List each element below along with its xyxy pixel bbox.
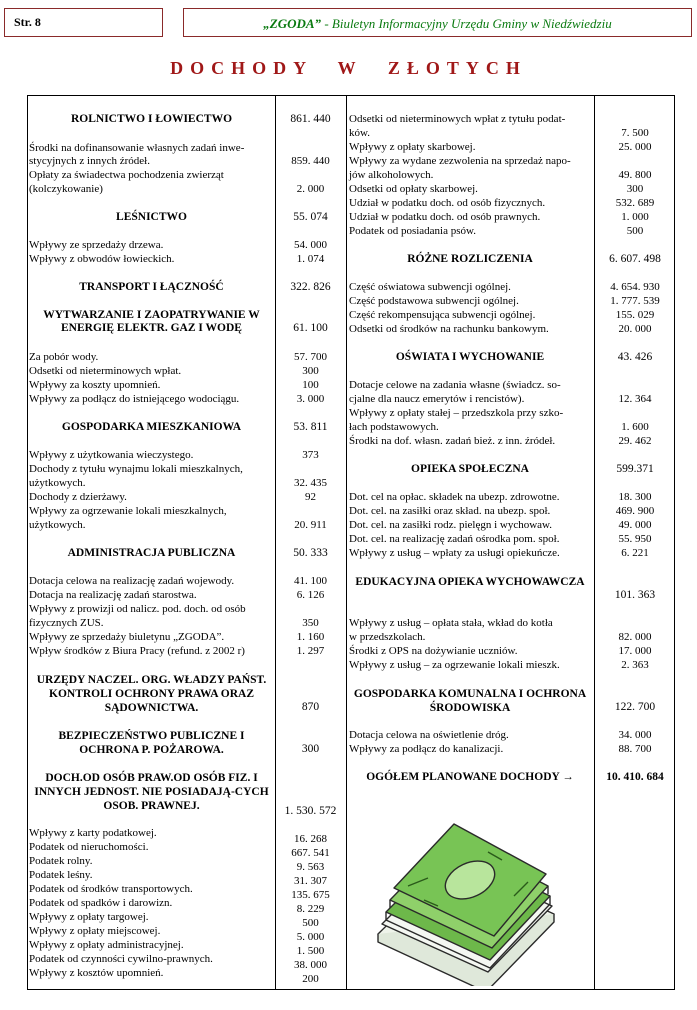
item-label: fizycznych ZUS. xyxy=(29,617,104,629)
section-heading: TRANSPORT I ŁĄCZNOŚĆ xyxy=(79,281,224,293)
item-label: Dotacja celowa na oświetlenie dróg. xyxy=(349,729,509,741)
page-title: DOCHODY W ZŁOTYCH xyxy=(170,58,527,78)
item-amount: 500 xyxy=(626,225,644,237)
item-amount: 29. 462 xyxy=(618,435,652,447)
item-amount: 82. 000 xyxy=(618,631,652,643)
item-amount: 532. 689 xyxy=(615,197,655,209)
money-stack-icon xyxy=(368,816,558,986)
item-label: Dot. cel. na realizację zadań ośrodka pom. społ. xyxy=(349,533,560,545)
item-amount: 18. 300 xyxy=(618,491,652,503)
item-amount: 7. 500 xyxy=(621,127,649,139)
item-label: (kolczykowanie) xyxy=(29,183,103,195)
item-label: Dotacja celowa na realizację zadań wojewody. xyxy=(29,575,235,587)
item-label: Wpływy z obwodów łowieckich. xyxy=(29,253,175,265)
item-amount: 373 xyxy=(302,449,319,461)
item-amount: 38. 000 xyxy=(294,959,327,971)
section-amount: 61. 100 xyxy=(293,322,328,334)
section-amount: 870 xyxy=(301,701,320,713)
bulletin-title xyxy=(263,16,611,31)
item-amount: 6. 126 xyxy=(296,589,325,601)
section-amount: 43. 426 xyxy=(617,351,653,363)
bulletin-header xyxy=(183,8,692,37)
column-divider xyxy=(346,96,347,989)
item-amount: 1. 074 xyxy=(296,253,325,265)
item-amount: 1. 297 xyxy=(296,645,325,657)
section-heading: RÓŻNE ROZLICZENIA xyxy=(407,253,533,265)
item-amount: 20. 911 xyxy=(294,519,327,531)
item-label: Dot. cel. na zasiłki rodz. pielęgn i wychowaw. xyxy=(349,519,553,531)
item-label: Wpływy z usług – za ogrzewanie lokali mieszk. xyxy=(349,659,560,671)
item-amount: 49. 000 xyxy=(618,519,652,531)
item-label: Część oświatowa subwencji ogólnej. xyxy=(349,281,511,293)
item-label: Środki na dofinansowanie własnych zadań inwe- xyxy=(29,142,245,154)
page-number-box xyxy=(4,8,163,37)
section-heading: ROLNICTWO I ŁOWIECTWO xyxy=(70,113,233,125)
item-label: Wpływy z usług – opłata stała, wkład do kotła xyxy=(349,617,553,629)
item-amount: 49. 800 xyxy=(618,169,652,181)
item-label: Podatek od posiadania psów. xyxy=(349,225,476,237)
item-label: użytkowych. xyxy=(29,477,86,489)
item-amount: 55. 950 xyxy=(618,533,652,545)
section-amount: 6. 607. 498 xyxy=(609,253,661,265)
section-amount: 300 xyxy=(301,743,320,755)
item-amount: 12. 364 xyxy=(618,393,652,405)
item-label: Wpływy ze sprzedaży biuletynu „ZGODA”. xyxy=(29,631,225,643)
section-amount: 50. 333 xyxy=(293,547,328,559)
item-amount: 54. 000 xyxy=(294,239,327,251)
section-amount: 122. 700 xyxy=(614,701,656,713)
item-label: Dochody z tytułu wynajmu lokali mieszkalnych, xyxy=(29,463,243,475)
item-label: Dotacja na realizację zadań starostwa. xyxy=(29,589,197,601)
section-heading: LEŚNICTWO xyxy=(116,211,187,223)
item-label: Wpływy za podłącz do kanalizacji. xyxy=(349,743,504,755)
item-label: Wpływy za koszty upomnień. xyxy=(29,379,161,391)
item-label: Wpływy z opłaty skarbowej. xyxy=(349,141,476,153)
section-heading: OPIEKA SPOŁECZNA xyxy=(411,463,529,475)
item-label: ków. xyxy=(349,127,370,139)
section-heading: URZĘDY NACZEL. ORG. WŁADZY PAŃST. KONTROLI OCHRONY PRAWA ORAZ SĄDOWNICTWA. xyxy=(36,674,267,714)
item-label: Wpływy z opłaty stałej – przedszkola przy szko- xyxy=(349,407,564,419)
item-label: Opłaty za świadectwa pochodzenia zwierząt xyxy=(29,169,224,181)
item-amount: 88. 700 xyxy=(618,743,652,755)
section-amount: 53. 811 xyxy=(293,421,328,433)
item-amount: 1. 000 xyxy=(621,211,649,223)
item-amount: 9. 563 xyxy=(296,861,325,873)
item-amount: 32. 435 xyxy=(294,477,327,489)
section-amount: 861. 440 xyxy=(290,113,331,125)
item-label: Dot. cel na opłac. składek na ubezp. zdrowotne. xyxy=(349,491,560,503)
item-label: Podatek od spadków i darowizn. xyxy=(29,897,173,909)
bulletin-name: „ZGODA” xyxy=(263,16,322,31)
item-label: cjalne dla naucz emerytów i rencistów). xyxy=(349,393,525,405)
item-label: Podatek od nieruchomości. xyxy=(29,841,149,853)
item-label: Wpływy z kosztów upomnień. xyxy=(29,967,164,979)
section-amount: 101. 363 xyxy=(614,589,656,601)
item-amount: 17. 000 xyxy=(618,645,652,657)
item-label: Wpływy z opłaty miejscowej. xyxy=(29,925,161,937)
section-amount: 322. 826 xyxy=(290,281,331,293)
item-label: Udział w podatku doch. od osób prawnych. xyxy=(349,211,541,223)
section-heading: EDUKACYJNA OPIEKA WYCHOWAWCZA xyxy=(355,576,585,588)
item-label: Dot. cel. na zasiłki oraz skład. na ubezp. społ. xyxy=(349,505,551,517)
item-label: Wpływy za podłącz do istniejącego wodociągu. xyxy=(29,393,240,405)
item-label: Wpływy z karty podatkowej. xyxy=(29,827,157,839)
item-label: Odsetki od opłaty skarbowej. xyxy=(349,183,478,195)
bulletin-subtitle: - Biuletyn Informacyjny Urzędu Gminy w Niedźwiedziu xyxy=(321,16,612,31)
section-amount: 55. 074 xyxy=(293,211,328,223)
item-label: Środki z OPS na dożywianie uczniów. xyxy=(349,645,518,657)
item-amount: 8. 229 xyxy=(296,903,325,915)
item-label: Dochody z dzierżawy. xyxy=(29,491,127,503)
item-amount: 5. 000 xyxy=(296,931,325,943)
item-amount: 667. 541 xyxy=(291,847,330,859)
item-amount: 500 xyxy=(302,917,319,929)
item-amount: 300 xyxy=(626,183,644,195)
item-label: jów alkoholowych. xyxy=(349,169,434,181)
section-heading: WYTWARZANIE I ZAOPATRYWANIE W ENERGIĘ ELEKTR. GAZ I WODĘ xyxy=(43,309,260,334)
item-amount: 20. 000 xyxy=(618,323,652,335)
income-table xyxy=(27,95,675,990)
item-label: Dotacje celowe na zadania własne (świadcz. so- xyxy=(349,379,561,391)
item-label: Podatek rolny. xyxy=(29,855,93,867)
item-amount: 1. 160 xyxy=(296,631,325,643)
item-amount: 92 xyxy=(305,491,316,503)
section-heading: ADMINISTRACJA PUBLICZNA xyxy=(67,547,236,559)
item-amount: 4. 654. 930 xyxy=(610,281,660,293)
item-label: Wpływ środków z Biura Pracy (refund. z 2002 r) xyxy=(29,645,245,657)
item-amount: 6. 221 xyxy=(621,547,649,559)
total-amount: 10. 410. 684 xyxy=(606,771,664,783)
section-heading: OŚWIATA I WYCHOWANIE xyxy=(395,351,545,363)
section-heading: GOSPODARKA KOMUNALNA I OCHRONA ŚRODOWISKA xyxy=(353,688,587,714)
item-label: Udział w podatku doch. od osób fizycznych. xyxy=(349,197,546,209)
item-amount: 2. 000 xyxy=(296,183,325,195)
item-label: Wpływy z użytkowania wieczystego. xyxy=(29,449,194,461)
total-label: OGÓŁEM PLANOWANE DOCHODY → xyxy=(366,771,574,783)
item-label: Za pobór wody. xyxy=(29,351,99,363)
item-amount: 135. 675 xyxy=(291,889,330,901)
item-label: Wpływy z prowizji od nalicz. pod. doch. od osób xyxy=(29,603,246,615)
section-heading: BEZPIECZEŃSTWO PUBLICZNE I OCHRONA P. POŻAROWA. xyxy=(58,730,245,756)
item-amount: 1. 777. 539 xyxy=(610,295,660,307)
item-label: Część rekompensująca subwencji ogólnej. xyxy=(349,309,536,321)
item-label: użytkowych. xyxy=(29,519,86,531)
page-number: Str. 8 xyxy=(14,15,41,29)
section-heading: DOCH.OD OSÓB PRAW.OD OSÓB FIZ. I INNYCH JEDNOST. NIE POSIADAJĄ-CYCH OSOB. PRAWNEJ. xyxy=(34,772,269,812)
item-amount: 41. 100 xyxy=(294,575,327,587)
item-label: łach podstawowych. xyxy=(349,421,439,433)
section-heading: GOSPODARKA MIESZKANIOWA xyxy=(61,421,242,433)
item-label: Odsetki od nieterminowych wpłat. xyxy=(29,365,182,377)
item-amount: 100 xyxy=(302,379,319,391)
item-amount: 350 xyxy=(302,617,319,629)
item-amount: 200 xyxy=(302,973,319,985)
item-amount: 859. 440 xyxy=(291,155,330,167)
item-amount: 34. 000 xyxy=(618,729,652,741)
item-label: w przedszkolach. xyxy=(349,631,426,643)
item-label: Wpływy za wydane zezwolenia na sprzedaż napo- xyxy=(349,155,571,167)
section-amount: 599.371 xyxy=(616,463,654,475)
item-label: stycyjnych z innych źródeł. xyxy=(29,155,150,167)
item-amount: 16. 268 xyxy=(294,833,327,845)
item-label: Wpływy za ogrzewanie lokali mieszkalnych, xyxy=(29,505,227,517)
item-amount: 300 xyxy=(302,365,319,377)
item-amount: 469. 900 xyxy=(615,505,655,517)
item-label: Część podstawowa subwencji ogólnej. xyxy=(349,295,519,307)
section-amount: 1. 530. 572 xyxy=(284,805,337,817)
item-label: Podatek od środków transportowych. xyxy=(29,883,193,895)
item-label: Wpływy z usług – wpłaty za usługi opiekuńcze. xyxy=(349,547,560,559)
item-amount: 57. 700 xyxy=(294,351,327,363)
item-amount: 3. 000 xyxy=(296,393,325,405)
item-amount: 25. 000 xyxy=(618,141,652,153)
item-amount: 1. 500 xyxy=(296,945,325,957)
item-label: Wpływy z opłaty targowej. xyxy=(29,911,149,923)
item-amount: 1. 600 xyxy=(621,421,649,433)
item-label: Odsetki od nieterminowych wpłat z tytułu podat- xyxy=(349,113,566,125)
item-amount: 2. 363 xyxy=(621,659,649,671)
item-amount: 31. 307 xyxy=(294,875,327,887)
item-label: Wpływy ze sprzedaży drzewa. xyxy=(29,239,164,251)
item-label: Odsetki od środków na rachunku bankowym. xyxy=(349,323,549,335)
item-label: Podatek leśny. xyxy=(29,869,93,881)
item-label: Wpływy z opłaty administracyjnej. xyxy=(29,939,184,951)
item-label: Podatek od czynności cywilno-prawnych. xyxy=(29,953,213,965)
item-amount: 155. 029 xyxy=(615,309,655,321)
item-label: Środki na dof. własn. zadań bież. z inn. źródeł. xyxy=(349,435,556,447)
